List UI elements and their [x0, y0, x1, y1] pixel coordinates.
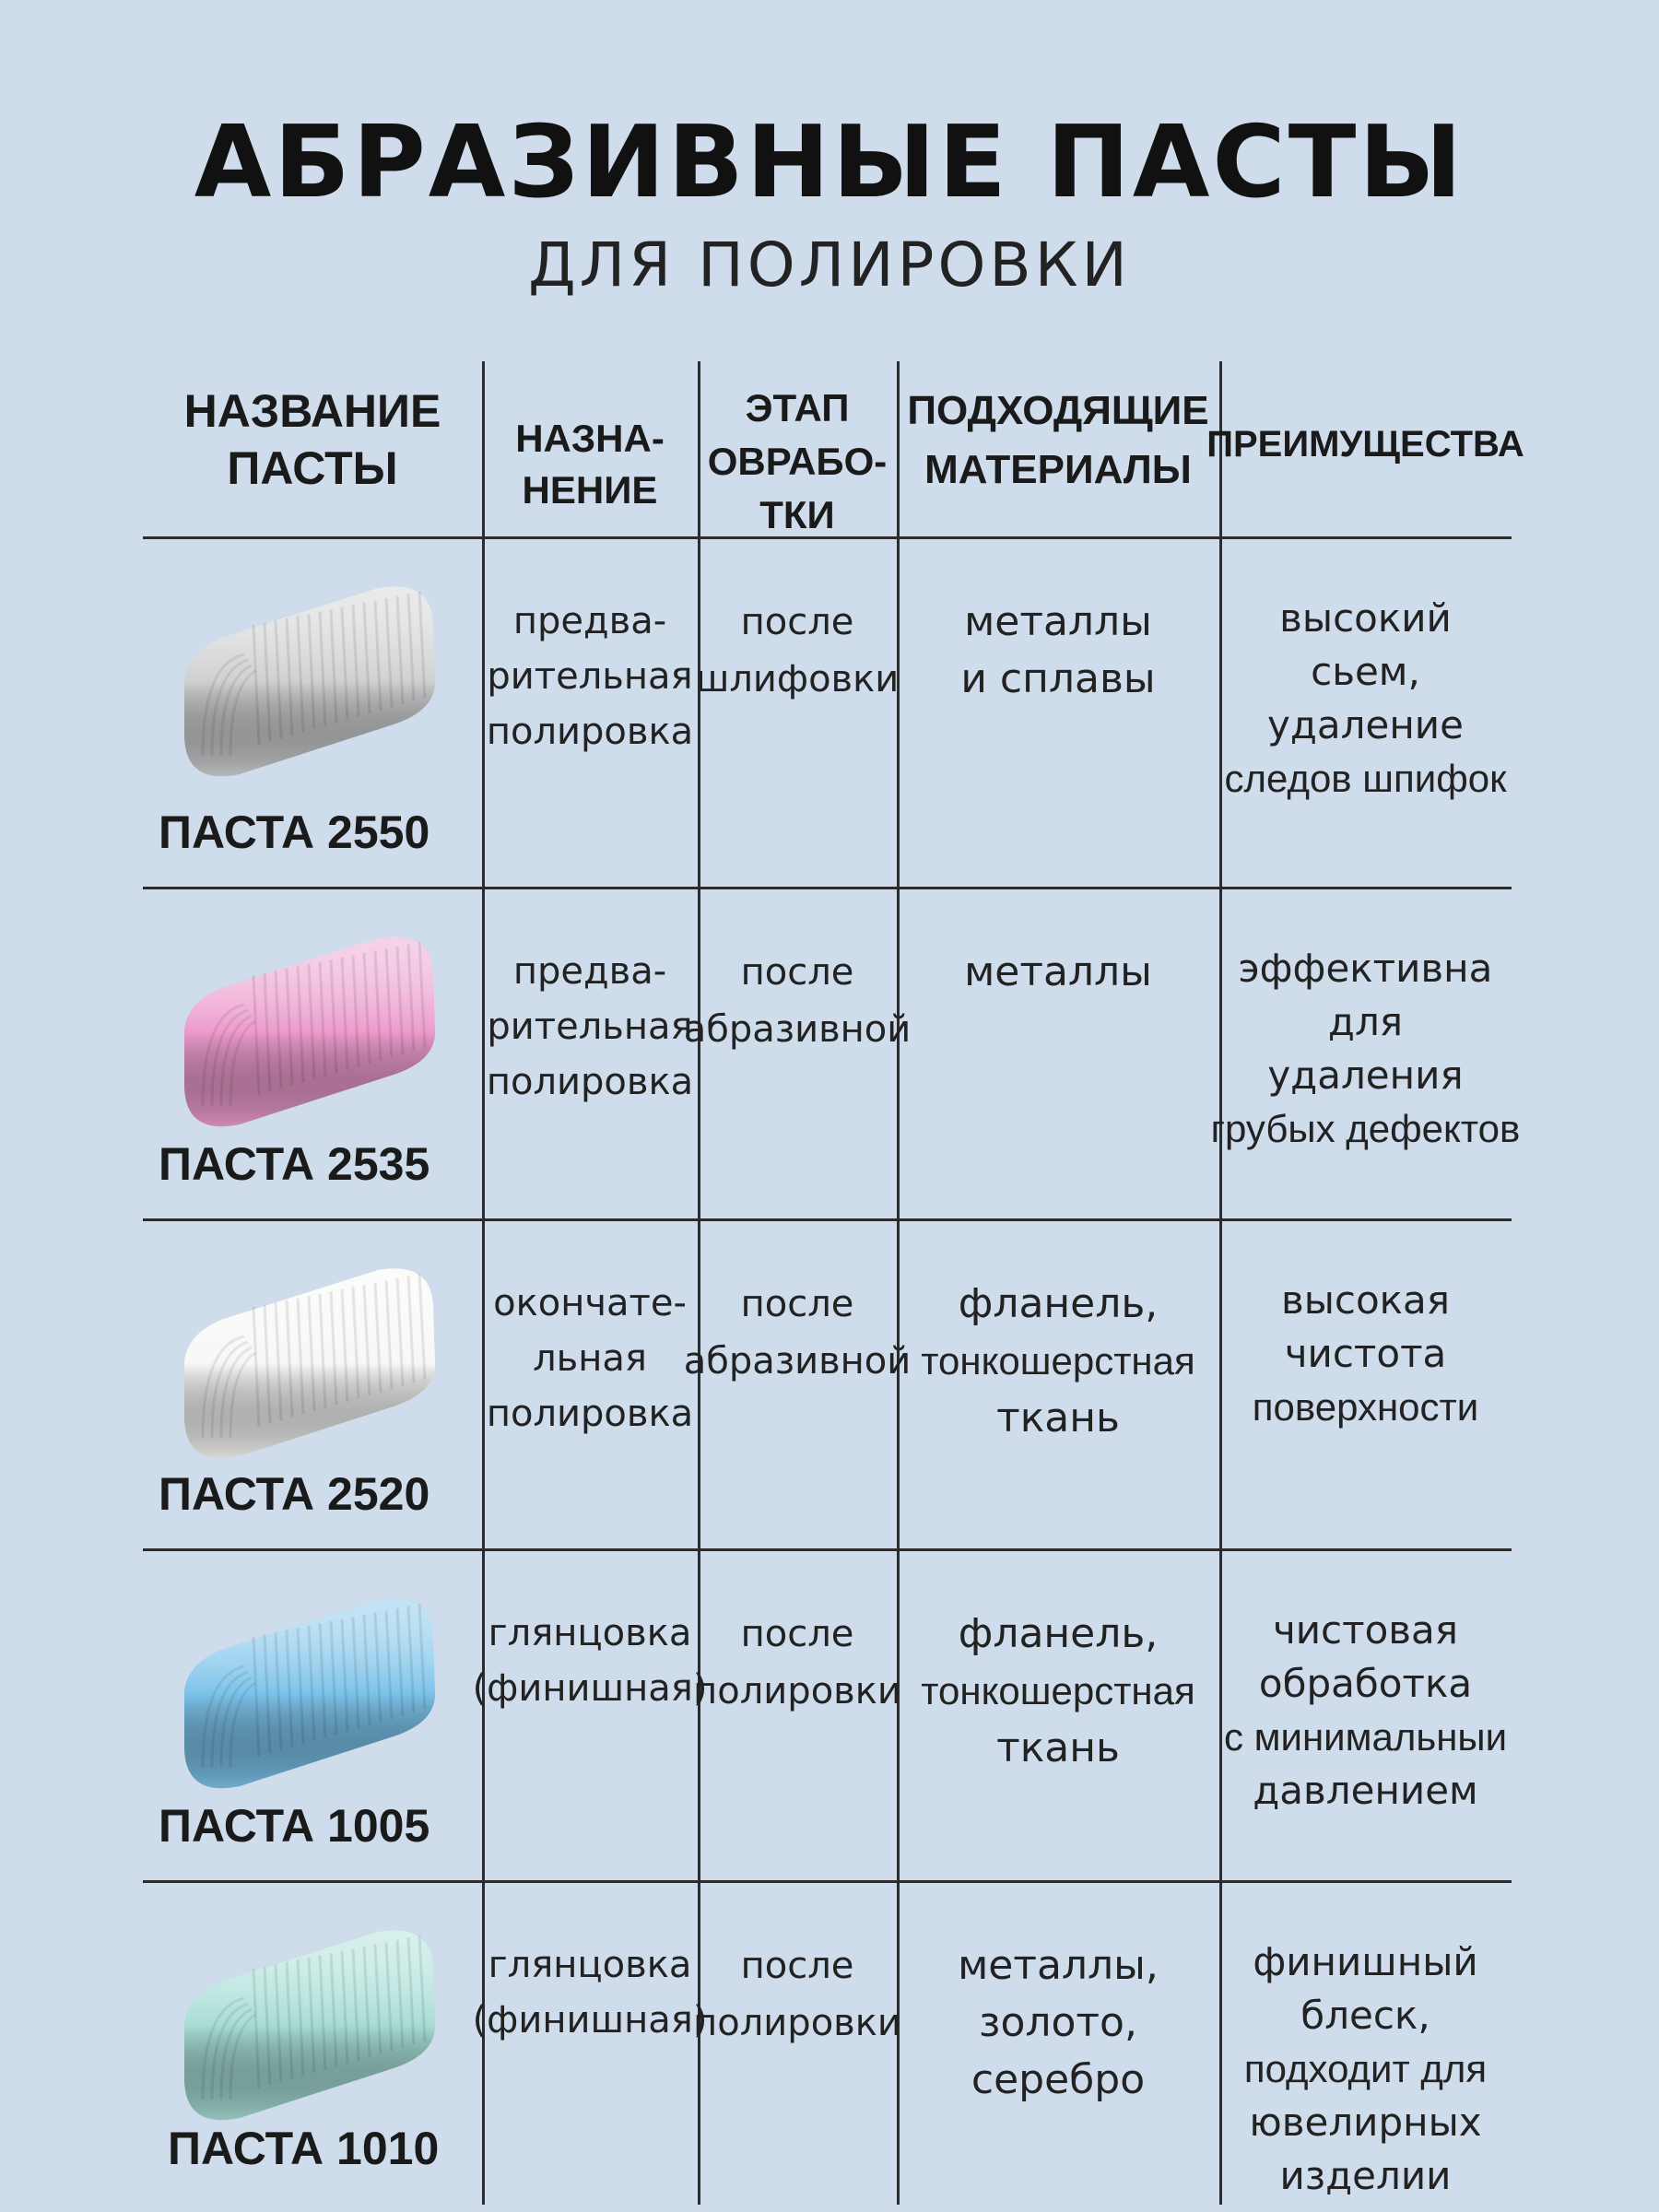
paste-bar-image — [166, 1924, 442, 2127]
paste-bar-image — [166, 1263, 442, 1465]
stage-cell-line: после — [740, 1613, 854, 1655]
stage-cell — [695, 594, 900, 708]
stage-cell — [683, 944, 912, 1058]
purpose-cell-line: рительная — [487, 1006, 693, 1048]
header-advantages — [1206, 417, 1524, 472]
advantages-cell-line: ювелирных — [1249, 2100, 1482, 2145]
materials-cell-line: фланель, — [958, 1610, 1159, 1657]
header-stage-line: ОВРАБО- — [707, 440, 888, 483]
advantages-cell-line: сьем, — [1311, 649, 1420, 694]
advantages-cell-line: блеск, — [1300, 1993, 1430, 2038]
paste-name: ПАСТА 2550 — [159, 806, 430, 858]
advantages-cell-line: с минимальныи — [1223, 1715, 1508, 1759]
advantages-cell-line: для — [1327, 999, 1404, 1044]
purpose-cell — [482, 1276, 698, 1441]
header-purpose — [482, 413, 698, 516]
purpose-cell-line: глянцовка — [488, 1612, 692, 1654]
materials-cell-line: тонкошерстная — [921, 1669, 1195, 1712]
advantages-cell-line: обработка — [1258, 1661, 1473, 1706]
page-subtitle: ДЛЯ ПОЛИРОВКИ — [528, 229, 1131, 300]
advantages-cell-line: высокая — [1280, 1277, 1451, 1323]
purpose-cell-line: льная — [533, 1337, 647, 1380]
header-advantages-line: ПРЕИМУЩЕСТВА — [1206, 424, 1524, 465]
paste-name: ПАСТА 2520 — [159, 1468, 430, 1520]
purpose-cell-line: полировка — [486, 1061, 694, 1103]
materials-cell — [897, 1937, 1219, 2109]
row-divider — [143, 887, 1512, 889]
paste-name: ПАСТА 1005 — [159, 1800, 430, 1852]
stage-cell-line: после — [740, 601, 854, 643]
paste-bar-image — [166, 581, 442, 783]
header-name-line: ПАСТЫ — [227, 442, 398, 494]
advantages-cell-line: высокий — [1279, 595, 1452, 641]
row-divider — [143, 1218, 1512, 1221]
header-purpose-line: НАЗНА- — [515, 417, 665, 460]
advantages-cell-line: давлением — [1253, 1768, 1478, 1813]
stage-cell-line: после — [740, 1945, 854, 1987]
paste-name: ПАСТА 2535 — [159, 1138, 430, 1190]
advantages-cell-line: следов шпифок — [1224, 757, 1507, 800]
materials-cell-line: ткань — [996, 1394, 1120, 1441]
advantages-cell-line: грубых дефектов — [1210, 1107, 1521, 1150]
paste-bar-image — [166, 1593, 442, 1795]
header-stage-line: ЭТАП — [745, 386, 850, 429]
advantages-cell — [1210, 942, 1521, 1156]
purpose-cell — [472, 1937, 708, 2048]
materials-cell-line: металлы — [964, 598, 1152, 645]
materials-cell-line: металлы — [964, 948, 1152, 995]
materials-cell-line: металлы, — [958, 1942, 1159, 1989]
purpose-cell-line: полировка — [486, 711, 694, 753]
header-purpose-line: НЕНИЕ — [522, 468, 658, 512]
row-divider — [143, 1548, 1512, 1551]
header-stage — [698, 382, 897, 542]
stage-cell-line: шлифовки — [695, 658, 900, 700]
stage-cell-line: после — [740, 1283, 854, 1325]
advantages-cell-line: поверхности — [1252, 1385, 1479, 1429]
row-divider — [143, 1880, 1512, 1883]
header-name — [143, 382, 482, 497]
advantages-cell-line: чистота — [1284, 1331, 1447, 1376]
advantages-cell — [1219, 592, 1512, 806]
advantages-cell-line: финишный — [1253, 1939, 1478, 1984]
advantages-cell-line: удаления — [1267, 1053, 1464, 1098]
purpose-cell-line: глянцовка — [488, 1944, 692, 1986]
materials-cell-line: серебро — [971, 2056, 1146, 2103]
stage-cell-line: полировки — [693, 2002, 901, 2044]
advantages-cell-line: удаление — [1267, 702, 1464, 747]
purpose-cell-line: полировка — [486, 1393, 694, 1435]
purpose-cell-line: (финишная) — [472, 1999, 708, 2041]
purpose-cell — [482, 594, 698, 759]
purpose-cell — [472, 1606, 708, 1716]
stage-cell — [683, 1276, 912, 1390]
materials-cell-line: фланель, — [958, 1280, 1159, 1327]
stage-cell-line: полировки — [693, 1670, 901, 1712]
materials-cell — [897, 944, 1219, 1001]
header-stage-line: ТКИ — [759, 493, 835, 536]
stage-cell-line: абразивной — [683, 1340, 912, 1382]
purpose-cell-line: (финишная) — [472, 1667, 708, 1710]
advantages-cell-line: эффективна — [1238, 946, 1493, 991]
materials-cell-line: золото, — [979, 1999, 1137, 2046]
advantages-cell — [1219, 1604, 1512, 1818]
advantages-cell-line: подходит для — [1243, 2047, 1488, 2090]
advantages-cell — [1219, 1936, 1512, 2203]
advantages-cell-line: изделии — [1279, 2153, 1452, 2198]
materials-cell — [897, 1606, 1219, 1777]
header-name-line: НАЗВАНИЕ — [183, 385, 441, 437]
purpose-cell-line: окончате- — [493, 1282, 687, 1324]
stage-cell — [693, 1937, 901, 2052]
materials-cell-line: ткань — [996, 1724, 1120, 1771]
stage-cell-line: абразивной — [683, 1008, 912, 1051]
purpose-cell-line: предва- — [512, 600, 667, 642]
stage-cell — [693, 1606, 901, 1720]
header-materials-line: МАТЕРИАЛЫ — [924, 447, 1192, 492]
materials-cell-line: тонкошерстная — [921, 1339, 1195, 1382]
advantages-cell — [1219, 1274, 1512, 1434]
stage-cell-line: после — [740, 951, 854, 994]
materials-cell — [897, 1276, 1219, 1447]
paste-bar-image — [166, 931, 442, 1134]
header-materials — [897, 382, 1219, 500]
paste-name: ПАСТА 1010 — [168, 2123, 440, 2174]
materials-cell-line: и сплавы — [960, 655, 1156, 702]
purpose-cell-line: рительная — [487, 655, 693, 698]
advantages-cell-line: чистовая — [1272, 1607, 1459, 1653]
purpose-cell-line: предва- — [512, 950, 667, 993]
header-materials-line: ПОДХОДЯЩИЕ — [907, 388, 1209, 433]
page-title: АБРАЗИВНЫЕ ПАСТЫ — [194, 105, 1465, 220]
materials-cell — [897, 594, 1219, 708]
purpose-cell — [482, 944, 698, 1110]
